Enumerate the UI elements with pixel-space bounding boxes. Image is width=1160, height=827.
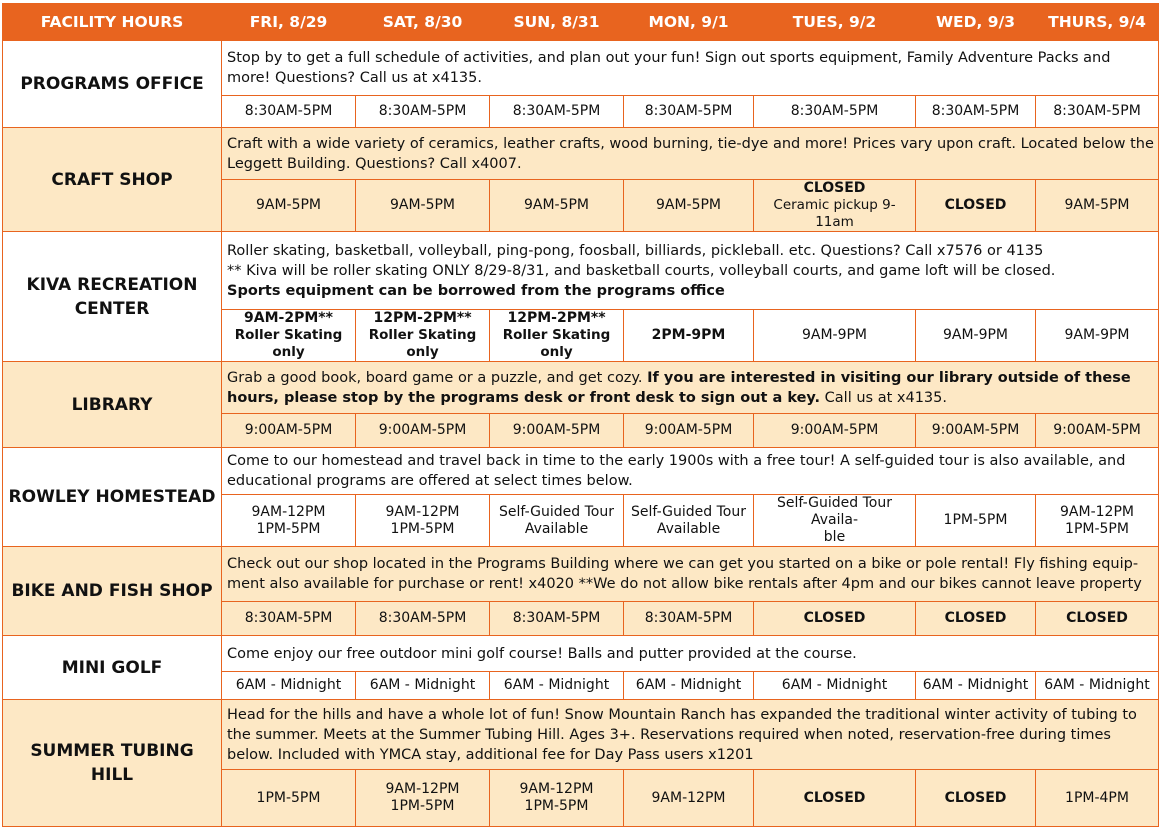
facility-desc-row xyxy=(3,232,1159,310)
hours-cell: 8:30AM-5PM xyxy=(222,602,356,636)
hours-note: Ceramic pickup 9-11am xyxy=(773,197,896,230)
desc-line-bold: Sports equipment can be borrowed from the programs office xyxy=(227,282,725,299)
hours-cell: 8:30AM-5PM xyxy=(222,96,356,128)
hours-cell-closed xyxy=(754,602,916,636)
desc-part: Call us at x4135. xyxy=(820,389,947,406)
hours-time: 1PM-5PM xyxy=(524,798,589,814)
facility-desc-row xyxy=(3,547,1159,602)
hours-cell: 6AM - Midnight xyxy=(754,672,916,700)
day-header-mon: MON, 9/1 xyxy=(624,4,754,41)
hours-cell-closed xyxy=(916,180,1036,232)
hours-cell: 6AM - Midnight xyxy=(1036,672,1159,700)
hours-cell-closed xyxy=(1036,602,1159,636)
hours-cell xyxy=(490,495,624,547)
hours-time: Available xyxy=(524,520,589,537)
hours-cell xyxy=(222,310,356,362)
facility-description: Stop by to get a full schedule of activities, and plan out your fun! Sign out sports equipment, Family Adventure Packs and more! Questions? Call us at x4135. xyxy=(222,41,1159,96)
facility-desc-row xyxy=(3,128,1159,180)
hours-time: 1PM-5PM xyxy=(1065,520,1129,537)
hours-time: 9AM-12PM xyxy=(519,781,594,797)
hours-cell-closed xyxy=(916,602,1036,636)
hours-time: 12PM-2PM** xyxy=(373,310,472,326)
hours-time: 12PM-2PM** xyxy=(507,310,606,326)
hours-cell: 9:00AM-5PM xyxy=(624,414,754,448)
facility-name-library: LIBRARY xyxy=(3,362,222,448)
hours-time: 1PM-5PM xyxy=(390,798,455,814)
hours-time: 9AM-12PM xyxy=(251,503,326,520)
closed-label: CLOSED xyxy=(803,789,866,806)
hours-cell xyxy=(1036,495,1159,547)
hours-note: Roller Skating only xyxy=(368,327,477,360)
hours-time: 9AM-12PM xyxy=(385,781,460,797)
hours-cell: 6AM - Midnight xyxy=(490,672,624,700)
hours-cell: 9AM-5PM xyxy=(1036,180,1159,232)
closed-label: CLOSED xyxy=(1066,610,1128,626)
day-header-sun: SUN, 8/31 xyxy=(490,4,624,41)
hours-cell: 9:00AM-5PM xyxy=(916,414,1036,448)
hours-cell: 9:00AM-5PM xyxy=(222,414,356,448)
hours-time: 1PM-5PM xyxy=(256,520,321,537)
facility-description: Head for the hills and have a whole lot of fun! Snow Mountain Ranch has expanded the traditional winter activity of tubing to the summer. Meets at the Summer Tubing Hill. Ages 3+. Reservations required when noted, reservation-free during times below. Included with YMCA stay, additional fee for Day Pass users x1201 xyxy=(222,700,1159,770)
hours-time: 9AM-2PM** xyxy=(244,310,333,326)
hours-cell xyxy=(356,310,490,362)
hours-cell: 8:30AM-5PM xyxy=(754,96,916,128)
hours-cell: 8:30AM-5PM xyxy=(624,96,754,128)
desc-part-bold: If you are interested in visiting our library outside of these hours, please stop by the programs desk or front desk to sign out a key. xyxy=(227,369,1131,406)
hours-time: Self-Guided Tour xyxy=(631,503,746,520)
facility-name-rowley-homestead: ROWLEY HOMESTEAD xyxy=(3,448,222,547)
desc-line: ** Kiva will be roller skating ONLY 8/29-8/31, and basketball courts, volleyball courts, and game loft will be closed. xyxy=(227,262,1056,279)
facility-hours-header: FACILITY HOURS xyxy=(3,4,222,41)
day-header-wed: WED, 9/3 xyxy=(916,4,1036,41)
hours-time: 9AM-12PM xyxy=(1060,503,1134,520)
closed-label: CLOSED xyxy=(944,197,1007,213)
hours-cell: 8:30AM-5PM xyxy=(490,602,624,636)
desc-part: Grab a good book, board game or a puzzle, and get cozy. xyxy=(227,369,648,386)
hours-cell: 9AM-9PM xyxy=(754,310,916,362)
hours-cell: 8:30AM-5PM xyxy=(624,602,754,636)
facility-name-summer-tubing-hill: SUMMER TUBING HILL xyxy=(3,700,222,827)
day-header-sat: SAT, 8/30 xyxy=(356,4,490,41)
hours-cell xyxy=(490,310,624,362)
facility-description: Come enjoy our free outdoor mini golf course! Balls and putter provided at the course. xyxy=(222,636,1159,672)
facility-hours-table xyxy=(2,3,1159,827)
hours-cell: 9:00AM-5PM xyxy=(356,414,490,448)
hours-cell: 1PM-4PM xyxy=(1036,770,1159,827)
closed-label: CLOSED xyxy=(944,610,1007,626)
hours-cell: 6AM - Midnight xyxy=(624,672,754,700)
desc-line: Roller skating, basketball, volleyball, ping-pong, foosball, billiards, pickleball. etc. Questions? Call x7576 or 4135 xyxy=(227,242,1044,259)
hours-time: 9AM-12PM xyxy=(385,503,460,520)
hours-time: Self-Guided Tour Availa- xyxy=(777,495,892,528)
facility-name-programs-office: PROGRAMS OFFICE xyxy=(3,41,222,128)
hours-cell: 1PM-5PM xyxy=(916,495,1036,547)
hours-cell xyxy=(356,495,490,547)
hours-time: 2PM-9PM xyxy=(651,327,726,343)
hours-cell: 8:30AM-5PM xyxy=(490,96,624,128)
facility-name-bike-fish-shop: BIKE AND FISH SHOP xyxy=(3,547,222,636)
facility-name-kiva: KIVA RECREATION CENTER xyxy=(3,232,222,362)
hours-cell: 8:30AM-5PM xyxy=(356,602,490,636)
hours-time: Available xyxy=(656,520,721,537)
facility-desc-row xyxy=(3,448,1159,495)
facility-description: Craft with a wide variety of ceramics, leather crafts, wood burning, tie-dye and more! Prices vary upon craft. Located below the Leggett Building. Questions? Call x4007. xyxy=(222,128,1159,180)
hours-cell-closed xyxy=(916,770,1036,827)
hours-time: 1PM-5PM xyxy=(390,520,455,537)
hours-cell: 9AM-9PM xyxy=(1036,310,1159,362)
facility-desc-row xyxy=(3,636,1159,672)
closed-label: CLOSED xyxy=(803,180,866,196)
facility-description xyxy=(222,362,1159,414)
facility-description xyxy=(222,232,1159,310)
hours-cell: 9:00AM-5PM xyxy=(754,414,916,448)
hours-cell xyxy=(624,495,754,547)
hours-cell: 9AM-5PM xyxy=(222,180,356,232)
hours-cell-closed xyxy=(754,770,916,827)
hours-note: Roller Skating only xyxy=(502,327,611,360)
hours-cell: 9AM-5PM xyxy=(624,180,754,232)
header-row xyxy=(3,4,1159,41)
hours-cell: 9:00AM-5PM xyxy=(490,414,624,448)
facility-name-craft-shop: CRAFT SHOP xyxy=(3,128,222,232)
hours-cell: 9AM-5PM xyxy=(356,180,490,232)
closed-label: CLOSED xyxy=(944,789,1007,806)
closed-label: CLOSED xyxy=(803,610,866,626)
hours-time: Self-Guided Tour xyxy=(499,503,614,520)
facility-desc-row xyxy=(3,362,1159,414)
day-header-tues: TUES, 9/2 xyxy=(754,4,916,41)
day-header-thurs: THURS, 9/4 xyxy=(1036,4,1159,41)
hours-cell: 9AM-9PM xyxy=(916,310,1036,362)
day-header-fri: FRI, 8/29 xyxy=(222,4,356,41)
hours-cell-closed xyxy=(754,180,916,232)
facility-desc-row xyxy=(3,41,1159,96)
facility-description: Come to our homestead and travel back in time to the early 1900s with a free tour! A self-guided tour is also available, and educational programs are offered at select times below. xyxy=(222,448,1159,495)
hours-cell: 1PM-5PM xyxy=(222,770,356,827)
hours-cell: 9:00AM-5PM xyxy=(1036,414,1159,448)
hours-cell: 6AM - Midnight xyxy=(916,672,1036,700)
hours-note: Roller Skating only xyxy=(234,327,343,360)
hours-cell xyxy=(356,770,490,827)
hours-cell xyxy=(490,770,624,827)
facility-desc-row xyxy=(3,700,1159,770)
hours-cell: 8:30AM-5PM xyxy=(356,96,490,128)
hours-cell xyxy=(222,495,356,547)
hours-cell: 9AM-12PM xyxy=(624,770,754,827)
hours-cell: 6AM - Midnight xyxy=(222,672,356,700)
hours-cell: 8:30AM-5PM xyxy=(916,96,1036,128)
hours-time: ble xyxy=(823,529,846,545)
hours-cell xyxy=(754,495,916,547)
hours-cell xyxy=(624,310,754,362)
facility-description: Check out our shop located in the Programs Building where we can get you started on a bike or pole rental! Fly fishing equip-ment also available for purchase or rent! x4020 **We do not allow bike rentals after 4pm and our bikes cannot leave property xyxy=(222,547,1159,602)
hours-cell: 8:30AM-5PM xyxy=(1036,96,1159,128)
hours-cell: 9AM-5PM xyxy=(490,180,624,232)
facility-name-mini-golf: MINI GOLF xyxy=(3,636,222,700)
hours-cell: 6AM - Midnight xyxy=(356,672,490,700)
